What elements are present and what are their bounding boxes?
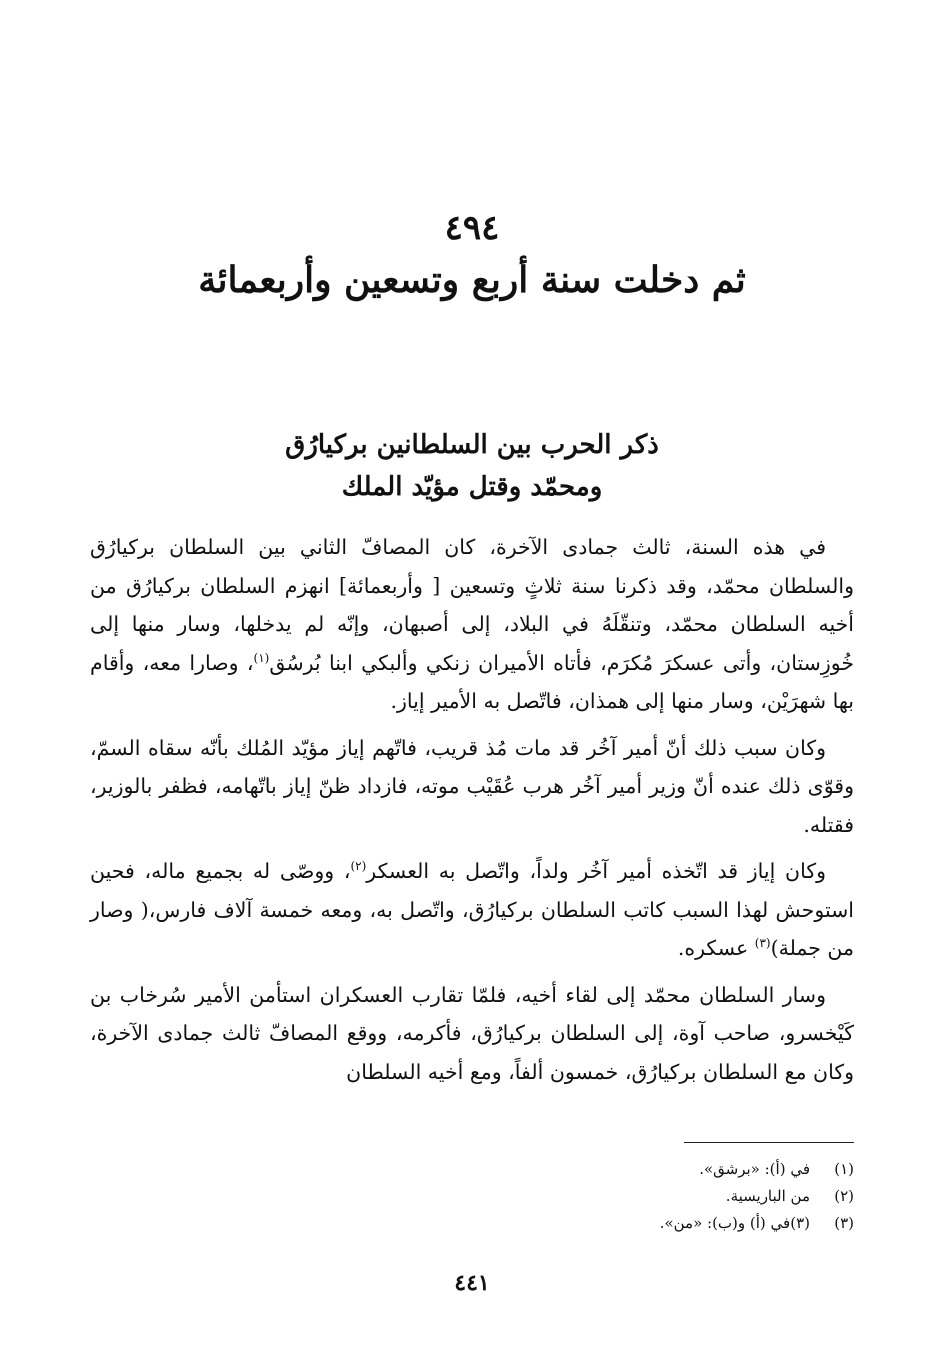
footnote-1-text: في (أ): «برشق». [699, 1160, 810, 1178]
page-number: ٤٤١ [454, 1270, 490, 1296]
paragraph-1-text-b: ، وصارا معه، وأقام بها شهرَيْن، وسار منها إلى همذان، فاتّصل به الأمير إياز. [90, 650, 854, 713]
footnote-3-text: (٣)في (أ) و(ب): «من». [659, 1214, 810, 1232]
paragraph-4: وسار السلطان محمّد إلى لقاء أخيه، فلمّا تقارب العسكران استأمن الأمير سُرخاب بن كَيْخسرو، صاحب آوة، إلى السلطان بركيارُق، فأكرمه، ووقع المصافّ ثالث جمادى الآخرة، وكان مع السلطان بركيارُق، خمسون ألفاً، ومع أخيه السلطان [90, 982, 854, 1084]
footnote-3 [90, 1210, 854, 1237]
footnote-ref-1: (١) [253, 650, 270, 665]
paragraph-3-text-c: عسكره. [677, 936, 755, 960]
footnote-2-number: (٢) [834, 1187, 854, 1205]
paragraph-3-text-b: ، ووصّى له بجميع ماله، فحين استوحش لهذا السبب كاتب السلطان بركيارُق، واتّصل به، ومعه خمسة آلاف فارس،( وصار من جملة) [90, 859, 854, 960]
paragraph-1 [90, 528, 854, 721]
paragraph-3-text-a: وكان إياز قد اتّخذه أمير آخُر ولداً، واتّصل به العسكر [366, 859, 826, 883]
footnote-1 [90, 1156, 854, 1183]
section-heading [0, 424, 944, 508]
year-number: ٤٩٤ [444, 208, 500, 248]
year-title: ثم دخلت سنة أربع وتسعين وأربعمائة [198, 259, 746, 301]
paragraph-2: وكان سبب ذلك أنّ أمير آخُر قد مات مُذ قريب، فاتّهم إياز مؤيّد المُلك بأنّه سقاه السمّ، وقوّى ذلك عنده أنّ وزير أمير آخُر هرب عُقَيْب موته، فازداد ظنّ إياز باتّهامه، فظفر بالوزير، فقتله. [90, 735, 854, 837]
footnotes [90, 1156, 854, 1237]
footnote-ref-2: (٢) [350, 859, 367, 874]
footnote-divider [684, 1142, 854, 1143]
footnote-ref-3: (٣) [754, 936, 771, 951]
paragraph-1-text-a: في هذه السنة، ثالث جمادى الآخرة، كان المصافّ الثاني بين السلطان بركيارُق والسلطان محمّد، وقد ذكرنا سنة ثلاثٍ وتسعين [ وأربعمائة] انهزم السلطان بركيارُق من أخيه السلطان محمّد، وتنقّلَهُ في البلاد، إلى أصبهان، وإنّه لم يدخلها، وسار منها إلى خُوزِستان، وأتى عسكرَ مُكرَم، فأتاه الأميران زنكي وألبكي ابنا بُرسُق [90, 535, 854, 675]
footnote-2 [90, 1183, 854, 1210]
section-heading-line-1: ذكر الحرب بين السلطانين بركيارُق [285, 430, 659, 460]
footnote-1-number: (١) [834, 1160, 854, 1178]
body-text [90, 528, 854, 1099]
paragraph-3 [90, 852, 854, 968]
section-heading-line-2: ومحمّد وقتل مؤيّد الملك [341, 472, 603, 502]
footnote-3-number: (٣) [834, 1214, 854, 1232]
footnote-2-text: من الباريسية. [725, 1187, 810, 1205]
